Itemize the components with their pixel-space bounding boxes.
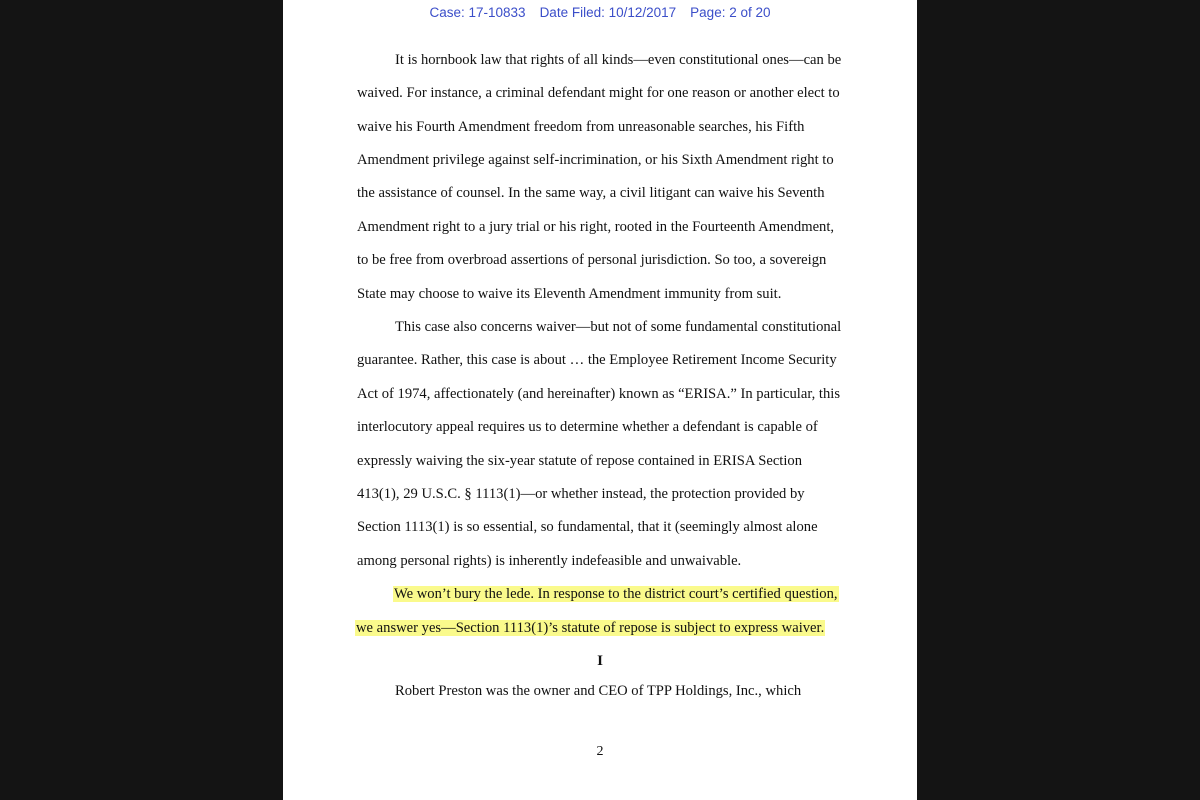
page-count: Page: 2 of 20 xyxy=(690,5,771,20)
text-line: Robert Preston was the owner and CEO of TPP Holdings, Inc., which xyxy=(395,683,802,699)
text-line: waived. For instance, a criminal defendant might for one reason or another elect to xyxy=(357,85,840,101)
text-line: expressly waiving the six-year statute of repose contained in ERISA Section xyxy=(357,453,803,469)
text-line: guarantee. Rather, this case is about … the Employee Retirement Income Security xyxy=(357,352,837,368)
case-number: Case: 17-10833 xyxy=(429,5,526,20)
text-line: State may choose to waive its Eleventh Amendment immunity from suit. xyxy=(357,286,782,302)
highlighted-line[interactable] xyxy=(355,618,825,638)
text-line: Amendment privilege against self-incrimination, or his Sixth Amendment right to xyxy=(357,152,834,168)
text-line: the assistance of counsel. In the same way, a civil litigant can waive his Seventh xyxy=(357,185,825,201)
highlighted-line[interactable] xyxy=(393,584,839,604)
text-line: to be free from overbroad assertions of personal jurisdiction. So too, a sovereign xyxy=(357,252,827,268)
text-line: Act of 1974, affectionately (and hereinafter) known as “ERISA.” In particular, this xyxy=(357,386,840,402)
text-line: waive his Fourth Amendment freedom from unreasonable searches, his Fifth xyxy=(357,119,805,135)
document-page xyxy=(283,0,917,800)
text-highlight[interactable]: We won’t bury the lede. In response to the district court’s certified question, xyxy=(394,586,838,602)
text-line: It is hornbook law that rights of all kinds—even constitutional ones—can be xyxy=(395,52,842,68)
text-line: Amendment right to a jury trial or his right, rooted in the Fourteenth Amendment, xyxy=(357,219,835,235)
filing-header xyxy=(283,5,917,20)
text-highlight[interactable]: we answer yes—Section 1113(1)’s statute of repose is subject to express waiver. xyxy=(356,620,825,636)
text-line: This case also concerns waiver—but not of some fundamental constitutional xyxy=(395,319,842,335)
section-heading: I xyxy=(597,653,603,669)
text-line: interlocutory appeal requires us to determine whether a defendant is capable of xyxy=(357,419,818,435)
page-number: 2 xyxy=(596,744,604,759)
text-line: Section 1113(1) is so essential, so fundamental, that it (seemingly almost alone xyxy=(357,519,818,535)
text-line: among personal rights) is inherently indefeasible and unwaivable. xyxy=(357,553,742,569)
date-filed: Date Filed: 10/12/2017 xyxy=(539,5,677,20)
text-line: 413(1), 29 U.S.C. § 1113(1)—or whether instead, the protection provided by xyxy=(357,486,805,502)
